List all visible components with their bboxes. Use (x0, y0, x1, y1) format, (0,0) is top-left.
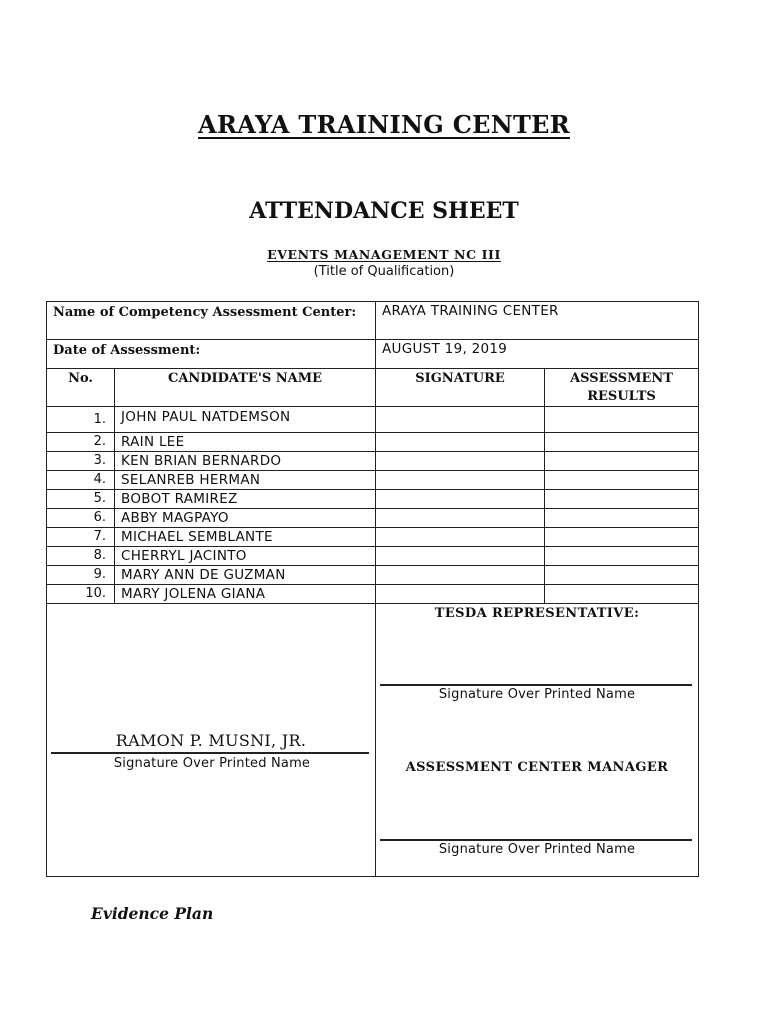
manager-signature-caption: Signature Over Printed Name (438, 842, 636, 857)
row-number: 4. (47, 471, 115, 490)
result-cell[interactable] (545, 566, 699, 585)
candidate-name: RAIN LEE (115, 433, 376, 452)
result-cell[interactable] (545, 471, 699, 490)
organization-title: ARAYA TRAINING CENTER (198, 110, 570, 139)
signature-cell[interactable] (376, 528, 545, 547)
tesda-signature-caption: Signature Over Printed Name (438, 687, 636, 702)
table-row (47, 490, 699, 509)
table-row (47, 509, 699, 528)
assessor-signature-line[interactable] (51, 752, 369, 754)
date-row (47, 340, 699, 369)
table-row (47, 566, 699, 585)
table-row (47, 433, 699, 452)
table-row (47, 407, 699, 433)
row-number: 5. (47, 490, 115, 509)
signature-cell[interactable] (376, 547, 545, 566)
column-header-results: ASSESSMENT RESULTS (545, 369, 699, 407)
result-cell[interactable] (545, 452, 699, 471)
result-cell[interactable] (545, 407, 699, 433)
row-number: 2. (47, 433, 115, 452)
qualification-title: EVENTS MANAGEMENT NC III (267, 247, 501, 262)
signature-cell[interactable] (376, 490, 545, 509)
manager-signature-line[interactable] (380, 839, 692, 841)
qualification-caption: (Title of Qualification) (313, 264, 455, 279)
row-number: 6. (47, 509, 115, 528)
assessor-signature-block (47, 604, 376, 877)
date-value: AUGUST 19, 2019 (376, 340, 699, 369)
row-number: 3. (47, 452, 115, 471)
candidate-name: MICHAEL SEMBLANTE (115, 528, 376, 547)
signature-cell[interactable] (376, 566, 545, 585)
column-header-row (47, 369, 699, 407)
column-header-no: No. (47, 369, 115, 407)
evidence-plan-heading: Evidence Plan (91, 904, 214, 923)
candidate-name: BOBOT RAMIREZ (115, 490, 376, 509)
assessor-name: RAMON P. MUSNI, JR. (115, 731, 307, 750)
signature-cell[interactable] (376, 509, 545, 528)
center-value: ARAYA TRAINING CENTER (376, 302, 699, 340)
result-cell[interactable] (545, 490, 699, 509)
table-row (47, 471, 699, 490)
signature-cell[interactable] (376, 585, 545, 604)
attendance-table (46, 301, 699, 877)
row-number: 1. (47, 407, 115, 433)
table-row (47, 585, 699, 604)
center-label: Name of Competency Assessment Center: (47, 302, 376, 340)
signature-cell[interactable] (376, 407, 545, 433)
table-row (47, 547, 699, 566)
table-row (47, 452, 699, 471)
assessor-signature-caption: Signature Over Printed Name (113, 756, 311, 771)
row-number: 9. (47, 566, 115, 585)
candidate-name: MARY ANN DE GUZMAN (115, 566, 376, 585)
center-manager-heading: ASSESSMENT CENTER MANAGER (405, 760, 669, 775)
result-cell[interactable] (545, 547, 699, 566)
result-cell[interactable] (545, 528, 699, 547)
tesda-signature-line[interactable] (380, 684, 692, 686)
signature-row (47, 604, 699, 877)
signature-cell[interactable] (376, 452, 545, 471)
result-cell[interactable] (545, 585, 699, 604)
column-header-signature: SIGNATURE (376, 369, 545, 407)
candidate-name: KEN BRIAN BERNARDO (115, 452, 376, 471)
candidate-name: JOHN PAUL NATDEMSON (115, 407, 376, 433)
result-cell[interactable] (545, 433, 699, 452)
column-header-name: CANDIDATE'S NAME (115, 369, 376, 407)
result-cell[interactable] (545, 509, 699, 528)
center-row (47, 302, 699, 340)
sheet-title: ATTENDANCE SHEET (249, 198, 519, 224)
candidate-name: ABBY MAGPAYO (115, 509, 376, 528)
candidate-name: MARY JOLENA GIANA (115, 585, 376, 604)
candidate-name: CHERRYL JACINTO (115, 547, 376, 566)
table-row (47, 528, 699, 547)
date-label: Date of Assessment: (47, 340, 376, 369)
candidate-name: SELANREB HERMAN (115, 471, 376, 490)
row-number: 7. (47, 528, 115, 547)
officials-signature-block (376, 604, 699, 877)
signature-cell[interactable] (376, 433, 545, 452)
signature-cell[interactable] (376, 471, 545, 490)
row-number: 8. (47, 547, 115, 566)
tesda-representative-heading: TESDA REPRESENTATIVE: (434, 606, 640, 621)
row-number: 10. (47, 585, 115, 604)
